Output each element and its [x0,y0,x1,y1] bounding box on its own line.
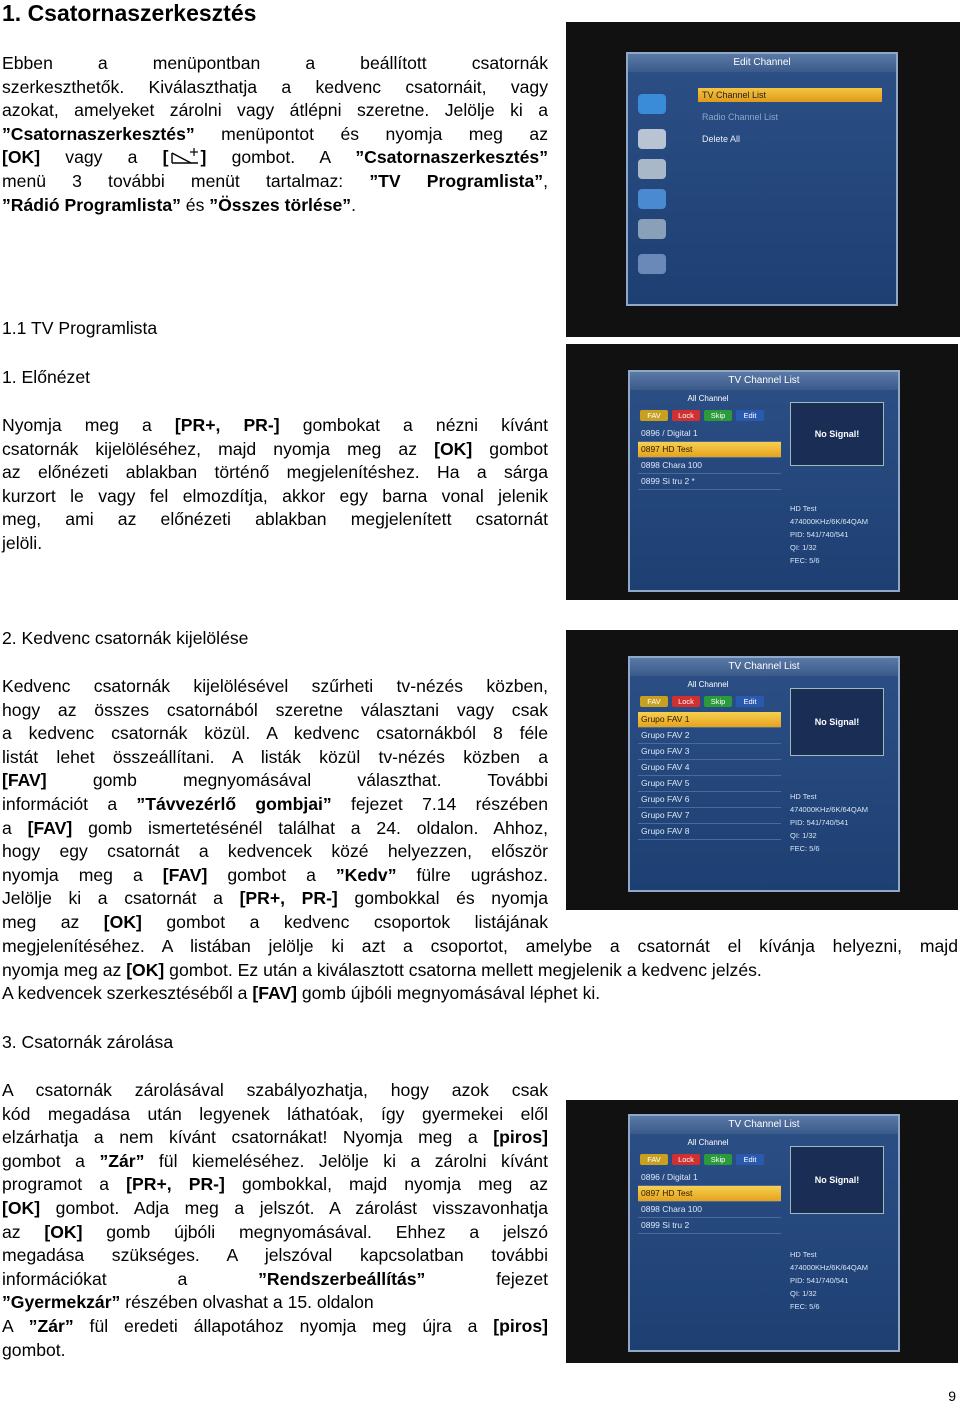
text-line: meg az [OK] gombot a kedvenc csoportok listájának [2,911,548,932]
text-line: Kedvenc csatornák kijelölésével szűrheti tv-nézés közben, [2,676,548,696]
tv-channel-list-screen [628,1114,900,1352]
screen-title: TV Channel List [630,1116,898,1134]
info-line: FEC: 5/6 [790,844,820,853]
fav-button[interactable]: FAV [640,410,668,421]
text-line: az [OK] gomb újbóli megnyomásával. Ehhez a jelszó [2,1221,548,1242]
fav-button[interactable]: FAV [640,1154,668,1165]
lock-button[interactable]: Lock [672,410,700,421]
screen-title: TV Channel List [630,658,898,676]
channel-row[interactable]: 0898 Chara 100 [638,458,781,474]
info-line: HD Test [790,792,817,801]
intro-line: menü 3 további menüt tartalmaz: ”TV Programlista”, [2,170,548,191]
screenshot-favorite-groups [566,630,958,910]
text-line: megadása szükséges. A jelszóval kapcsolatban további [2,1245,548,1266]
text-line: Nyomja meg a [PR+, PR-] gombokat a nézni kívánt [2,415,549,435]
screen-title: TV Channel List [630,372,898,390]
menu-tv-channel-list[interactable]: TV Channel List [698,88,882,102]
screen-title: Edit Channel [628,54,896,72]
lock-button[interactable]: Lock [672,1154,700,1165]
intro-line: ”Csatornaszerkesztés” menüpontot és nyomja meg az [2,123,548,144]
channel-row[interactable]: 0899 Si tru 2 [638,1218,781,1234]
text-line: [OK] gombot. Adja meg a jelszót. A zárolást visszavonhatja [2,1197,548,1218]
info-line: 474000KHz/6K/64QAM [790,805,868,814]
fav-group-row[interactable]: Grupo FAV 4 [638,760,781,776]
intro-line: [OK] vagy a [ ] gombot. A ”Csatornaszerkesztés” [2,147,548,168]
satellite-icon [638,159,666,179]
info-line: PID: 541/740/541 [790,530,849,539]
info-line: HD Test [790,504,817,513]
text-line: megjelenítéséhez. A listában jelölje ki azt a csoportot, amelybe a csatornát el kívánja helyezni, majd [2,936,958,956]
channel-row[interactable]: 0896 / Digital 1 [638,1170,781,1186]
page-heading: 1. Csatornaszerkesztés [2,0,257,26]
info-line: HD Test [790,1250,817,1259]
page-number: 9 [948,1388,956,1404]
text-line: a kedvenc csatornák közül. A kedvenc csatornákból 8 féle [2,723,548,744]
text-line: gombot a ”Zár” fül kiemeléséhez. Jelölje ki a zárolni kívánt [2,1150,548,1171]
fav-group-row[interactable]: Grupo FAV 2 [638,728,781,744]
channel-row[interactable]: 0899 Si tru 2 * [638,474,781,490]
screenshot-channel-lock [566,1100,958,1363]
edit-button[interactable]: Edit [736,696,764,707]
text-line: meg, ami az előnézeti ablakban megjelenített csatornát [2,509,548,530]
preview-window: No Signal! [790,688,884,756]
intro-line: Ebben a menüpontban a beállított csatornák [2,53,548,73]
edit-channel-screen [626,52,898,306]
lock-paragraph [2,1079,548,1362]
section-title-tv-list: 1.1 TV Programlista [2,318,158,338]
channel-row[interactable]: 0896 / Digital 1 [638,426,781,442]
menu-delete-all[interactable]: Delete All [702,134,741,144]
tv-channel-list-screen [628,656,900,892]
settings-icon [638,219,666,239]
info-line: FEC: 5/6 [790,1302,820,1311]
skip-button[interactable]: Skip [704,1154,732,1165]
text-line: kurzort le vagy fel elmozdítja, akkor egy barna vonal jelenik [2,485,548,506]
text-line: A ”Zár” fül eredeti állapotához nyomja meg újra a [piros] [2,1315,549,1336]
edit-button[interactable]: Edit [736,410,764,421]
channel-row[interactable]: 0897 HD Test [638,1186,781,1202]
favorites-paragraph [2,675,548,935]
intro-line: azokat, amelyeket zárolni vagy átlépni szeretne. Jelölje ki a [2,100,548,121]
text-line: hogy egy csatornát a kedvencek közé helyezzen, először [2,841,548,862]
intro-paragraph [2,52,548,217]
menu-radio-channel-list[interactable]: Radio Channel List [702,112,779,122]
intro-line: ”Rádió Programlista” és ”Összes törlése”. [2,194,356,215]
text-line: nyomja meg a [FAV] gombot a ”Kedv” fülre ugráshoz. [2,864,548,885]
info-line: 474000KHz/6K/64QAM [790,517,868,526]
text-line: a [FAV] gomb ismertetésénél találhat a 24. oldalon. Ahhoz, [2,817,548,838]
text-line: információkat a ”Rendszerbeállítás” fejezet [2,1268,548,1289]
section-title-lock: 3. Csatornák zárolása [2,1032,174,1052]
preview-window: No Signal! [790,1146,884,1214]
folder-icon [638,189,666,209]
group-selector[interactable]: All Channel [687,680,729,689]
channel-row[interactable]: 0898 Chara 100 [638,1202,781,1218]
text-line: az előnézeti ablakban történő megjelenítéshez. Ha a sárga [2,462,548,483]
channel-info [790,790,868,855]
info-line: PID: 541/740/541 [790,818,849,827]
tv-channel-list-screen [628,370,900,592]
lock-button[interactable]: Lock [672,696,700,707]
info-line: QI: 1/32 [790,831,817,840]
text-line: nyomja meg az [OK] gombot. Ez után a kiválasztott csatorna mellett megjelenik a kedvenc jelzés. [2,959,762,980]
group-selector[interactable]: All Channel [687,394,729,403]
channel-row[interactable]: 0897 HD Test [638,442,781,458]
menu-button-icon [169,147,201,163]
preview-paragraph [2,414,548,556]
group-selector[interactable]: All Channel [687,1138,729,1147]
screenshot-channel-list-preview [566,344,958,600]
preview-window: No Signal! [790,402,884,466]
system-icon [638,254,666,274]
info-line: 474000KHz/6K/64QAM [790,1263,868,1272]
text-line: gombot. [2,1339,66,1360]
skip-button[interactable]: Skip [704,696,732,707]
info-line: QI: 1/32 [790,1289,817,1298]
text-line: csatornák kijelöléséhez, majd nyomja meg az [OK] gombot [2,438,548,459]
section-title-favorites: 2. Kedvenc csatornák kijelölése [2,628,249,648]
fav-group-row[interactable]: Grupo FAV 7 [638,808,781,824]
text-line: jelöli. [2,532,43,553]
screenshot-edit-channel [566,22,960,337]
text-line: programot a [PR+, PR-] gombokkal, majd nyomja meg az [2,1174,548,1195]
info-line: PID: 541/740/541 [790,1276,849,1285]
fav-group-row[interactable]: Grupo FAV 5 [638,776,781,792]
tv-icon [638,94,666,114]
fav-button[interactable]: FAV [640,696,668,707]
section-title-preview: 1. Előnézet [2,367,91,387]
text-line: A kedvencek szerkesztéséből a [FAV] gomb újbóli megnyomásával léphet ki. [2,983,601,1004]
text-line: kód megadása után legyenek láthatóak, így gyermekei elől [2,1103,548,1124]
intro-line: szerkeszthetők. Kiválaszthatja a kedvenc csatornáit, vagy [2,76,548,97]
text-line: információt a ”Távvezérlő gombjai” fejezet 7.14 részében [2,793,548,814]
fav-group-row[interactable]: Grupo FAV 1 [638,712,781,728]
text-line: ”Gyermekzár” részében olvashat a 15. oldalon [2,1292,374,1313]
text-line: elzárhatja a nem kívánt csatornákat! Nyomja meg a [piros] [2,1127,548,1148]
favorites-paragraph-cont [2,935,958,1006]
fav-group-row[interactable]: Grupo FAV 3 [638,744,781,760]
text-line: A csatornák zárolásával szabályozhatja, hogy azok csak [2,1080,548,1100]
channel-info [790,1248,868,1313]
fav-group-row[interactable]: Grupo FAV 6 [638,792,781,808]
text-line: listát lehet összeállítani. A listák közül tv-nézés közben a [2,746,548,767]
text-line: Jelölje ki a csatornát a [PR+, PR-] gombokkal és nyomja [2,888,548,909]
text-line: hogy az összes csatornából szeretne választani vagy csak [2,699,548,720]
text-line: [FAV] gomb megnyomásával választhat. További [2,770,548,791]
skip-button[interactable]: Skip [704,410,732,421]
info-line: FEC: 5/6 [790,556,820,565]
info-line: QI: 1/32 [790,543,817,552]
edit-button[interactable]: Edit [736,1154,764,1165]
channel-info [790,502,868,567]
tools-icon [638,129,666,149]
fav-group-row[interactable]: Grupo FAV 8 [638,824,781,840]
